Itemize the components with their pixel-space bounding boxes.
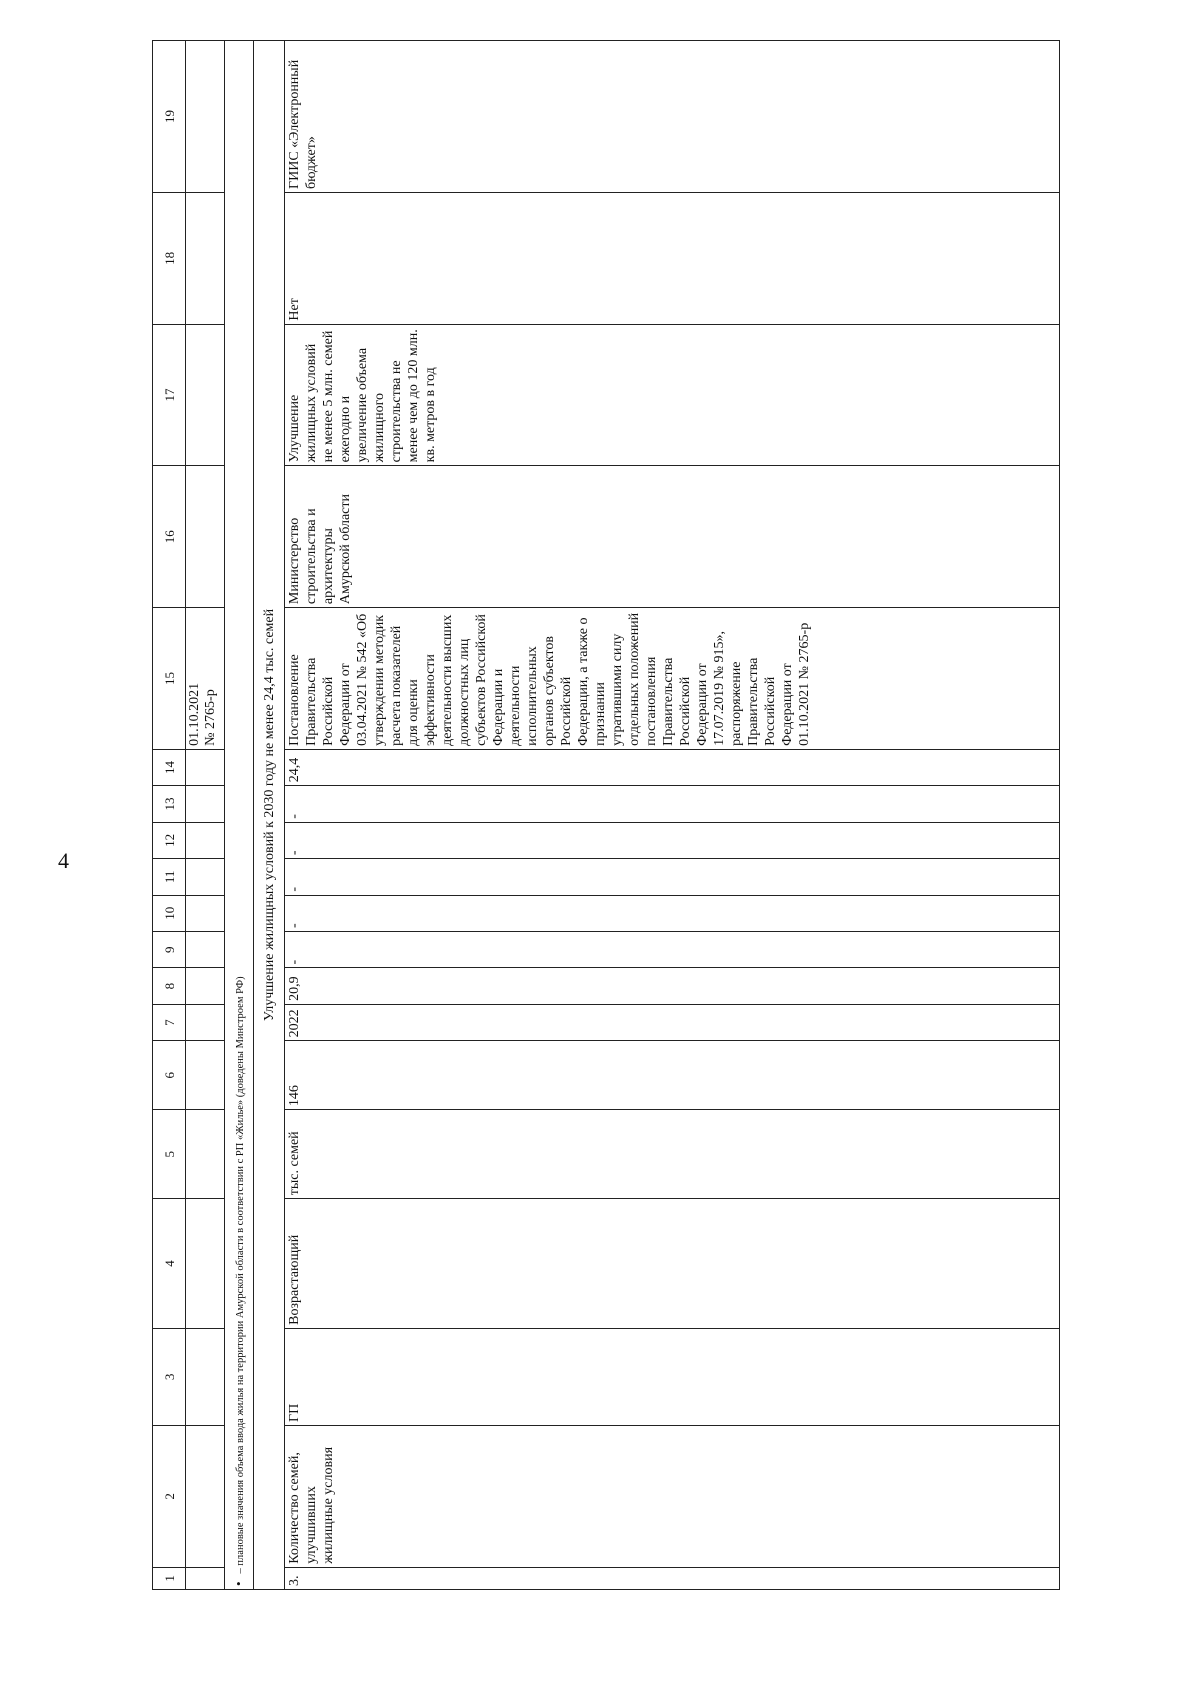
page-number: 4 [58, 848, 69, 873]
col-number: 18 [153, 193, 186, 325]
value-col11: - [285, 859, 1060, 895]
indicator-name: Количество семей, улучшивших жилищные условия [285, 1426, 1060, 1568]
col-number: 15 [153, 608, 186, 750]
national-goal: Улучшение жилищных условий не менее 5 млн. семей ежегодно и увеличение объема жилищного строительства не менее чем до 120 млн. кв. метров в год [285, 324, 1060, 466]
flag-cell: Нет [285, 193, 1060, 325]
goal-text: Улучшение жилищных условий к 2030 году не менее 24,4 тыс. семей [254, 41, 285, 1590]
responsible-body: Министерство строительства и архитектуры Амурской области [285, 466, 1060, 608]
unit: тыс. семей [285, 1110, 1060, 1199]
bullet-icon: • [230, 1581, 246, 1586]
col-number: 6 [153, 1041, 186, 1110]
value-col10: - [285, 895, 1060, 931]
col-number: 8 [153, 968, 186, 1004]
col-number: 14 [153, 749, 186, 785]
col-number: 16 [153, 466, 186, 608]
column-number-row [153, 41, 186, 1590]
note-row [225, 41, 254, 1590]
col-number: 17 [153, 324, 186, 466]
indicator-table [152, 40, 1060, 1590]
rotated-table-sheet [152, 40, 1052, 1590]
note-cell [225, 41, 254, 1590]
col-number: 12 [153, 822, 186, 858]
col-number: 2 [153, 1426, 186, 1568]
col-number: 19 [153, 41, 186, 193]
indicator-trend: Возрастающий [285, 1199, 1060, 1329]
col-number: 13 [153, 786, 186, 822]
base-year: 2022 [285, 1004, 1060, 1040]
base-value: 146 [285, 1041, 1060, 1110]
value-col8: 20,9 [285, 968, 1060, 1004]
info-system: ГИИС «Электронный бюджет» [285, 41, 1060, 193]
col-number: 3 [153, 1328, 186, 1425]
legal-basis: Постановление Правительства Российской Федерации от 03.04.2021 № 542 «Об утверждении методик расчета показателей для оценки эффективности деятельности высших должностных лиц субъектов Российской Федерации и деятельности исполнительных органов субъектов Российской Федерации, а также о признании утратившими силу отдельных положений постановления Правительства Российской Федерации от 17.07.2019 № 915», распоряжение Правительства Российской Федерации от 01.10.2021 № 2765-р [285, 608, 1060, 750]
col-number: 1 [153, 1567, 186, 1589]
value-col9: - [285, 932, 1060, 968]
table-row [285, 41, 1060, 1590]
value-col13: - [285, 786, 1060, 822]
prev-row-basis-tail: 01.10.2021 № 2765-р [186, 608, 225, 750]
col-number: 4 [153, 1199, 186, 1329]
value-col12: - [285, 822, 1060, 858]
col-number: 10 [153, 895, 186, 931]
col-number: 9 [153, 932, 186, 968]
previous-row-tail [186, 41, 225, 1590]
row-number: 3. [285, 1567, 1060, 1589]
col-number: 7 [153, 1004, 186, 1040]
goal-row [254, 41, 285, 1590]
indicator-level: ГП [285, 1328, 1060, 1425]
target-value: 24,4 [285, 749, 1060, 785]
note-text: – плановые значения объема ввода жилья на территории Амурской области в соответствии с РП «Жилье» (доведены Минстроем РФ) [234, 976, 246, 1574]
col-number: 5 [153, 1110, 186, 1199]
col-number: 11 [153, 859, 186, 895]
